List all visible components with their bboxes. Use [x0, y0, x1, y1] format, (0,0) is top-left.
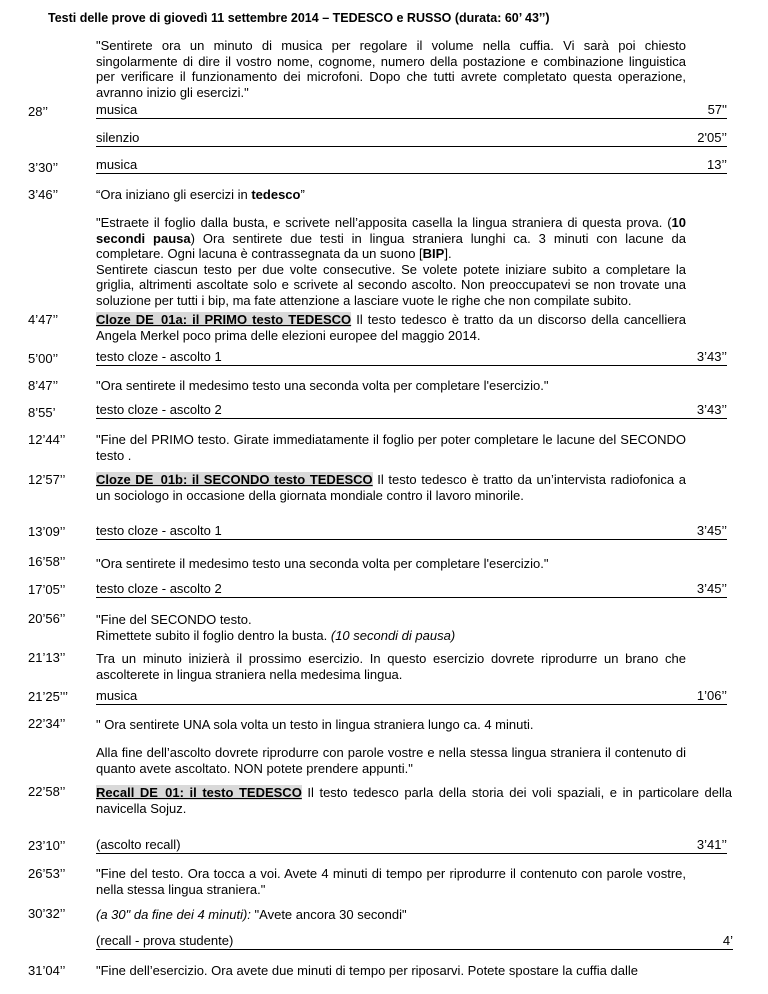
timestamp: 22’34’’: [28, 716, 66, 731]
exercise-title: Recall DE_01: il testo TEDESCO: [96, 785, 302, 800]
pause-note: 10 secondi pausa: [96, 215, 686, 246]
instruction-text: "Fine del PRIMO testo. Girate immediatamente il foglio per poter completare le lacune del SECONDO testo .: [96, 432, 686, 463]
instruction-text: [96, 215, 686, 309]
duration-row: [96, 403, 727, 419]
timestamp: 17’05’’: [28, 582, 66, 597]
language-name: tedesco: [251, 187, 301, 202]
text-part: "Avete ancora 30 secondi": [250, 907, 407, 922]
duration-row: [96, 934, 733, 950]
page-title: Testi delle prove di giovedì 11 settembre 2014 – TEDESCO e RUSSO (durata: 60’ 43’’): [48, 11, 550, 25]
bip-marker: BIP: [422, 246, 445, 262]
segment-duration: 4’: [722, 933, 733, 948]
timing-note: (a 30" da fine dei 4 minuti):: [96, 907, 251, 922]
timestamp: 23’10’’: [28, 838, 66, 853]
segment-label: testo cloze - ascolto 2: [96, 581, 222, 596]
text-part: Rimettete subito il foglio dentro la busta.: [96, 627, 331, 643]
pause-note: (10 secondi di pausa): [330, 627, 456, 643]
instruction-text: [96, 907, 686, 923]
segment-label: testo cloze - ascolto 2: [96, 402, 222, 417]
segment-label: testo cloze - ascolto 1: [96, 523, 222, 538]
text-part: "Estraete il foglio dalla busta, e scrivete nell’apposita casella la lingua straniera di questa prova. (: [96, 215, 672, 230]
instruction-text: " Ora sentirete UNA sola volta un testo in lingua straniera lungo ca. 4 minuti.: [96, 717, 534, 732]
segment-label: musica: [96, 157, 138, 172]
timestamp: 30’32’’: [28, 906, 66, 921]
timestamp: 5’00’’: [28, 351, 59, 366]
instruction-text: Tra un minuto inizierà il prossimo esercizio. In questo esercizio dovrete riprodurre un brano che ascolterete in lingua straniera nella medesima lingua.: [96, 651, 686, 682]
timestamp: 4’47’’: [28, 312, 59, 327]
timestamp: 16’58’’: [28, 554, 66, 569]
exercise-title: Cloze DE_01a: il PRIMO testo TEDESCO: [96, 312, 352, 327]
exercise-description: Il testo tedesco parla della storia dei voli spaziali, e in particolare della navicella Sojuz.: [96, 785, 732, 816]
segment-duration: 2'05’’: [697, 130, 727, 145]
segment-label: testo cloze - ascolto 1: [96, 349, 222, 364]
duration-row: [96, 689, 727, 705]
timestamp: 12’57’’: [28, 472, 66, 487]
timestamp: 28’’: [28, 104, 49, 119]
segment-duration: 3’45’’: [696, 581, 727, 596]
exercise-heading: [96, 472, 686, 503]
exercise-heading: [96, 312, 686, 343]
text-part: ].: [444, 246, 452, 262]
timestamp: 26’53’’: [28, 866, 66, 881]
text-part: "Fine del SECONDO testo.: [96, 612, 252, 627]
timestamp: 22’58’’: [28, 784, 66, 799]
duration-row: [96, 582, 727, 598]
segment-duration: 13’’: [706, 157, 727, 172]
instruction-text: "Fine del testo. Ora tocca a voi. Avete 4 minuti di tempo per riprodurre il contenuto con parole vostre, nella stessa lingua straniera.": [96, 866, 686, 897]
segment-duration: 3’41’’: [696, 837, 727, 852]
segment-label: (ascolto recall): [96, 837, 181, 852]
segment-duration: 3’45’’: [696, 523, 727, 538]
intro-text: "Sentirete ora un minuto di musica per regolare il volume nella cuffia. Vi sarà poi chiesto singolarmente di dire il vostro nome, cognome, numero della postazione e combinazione linguistica per verificare il funzionamento dei microfoni. Dopo che tutti avrete completato questa operazione, avranno inizio gli esercizi.": [96, 38, 686, 100]
timestamp: 20’56’’: [28, 611, 66, 626]
segment-duration: 3’43’’: [696, 349, 727, 364]
timestamp: 8’47’’: [28, 378, 59, 393]
segment-duration: 1’06’’: [696, 688, 727, 703]
segment-label: (recall - prova studente): [96, 933, 234, 948]
exercise-heading: [96, 785, 732, 816]
segment-label: silenzio: [96, 130, 140, 145]
timestamp: 8’55’: [28, 405, 56, 420]
segment-label: musica: [96, 688, 138, 703]
duration-row: [96, 131, 727, 147]
segment-duration: 3’43’’: [696, 402, 727, 417]
instruction-text: [96, 187, 686, 203]
timestamp: 13’09’’: [28, 524, 66, 539]
timestamp: 21’13’’: [28, 650, 66, 665]
duration-row: [96, 103, 727, 119]
duration-row: [96, 158, 727, 174]
duration-row: [96, 524, 727, 540]
instruction-text: "Ora sentirete il medesimo testo una seconda volta per completare l'esercizio.": [96, 556, 549, 571]
text-part: Sentirete ciascun testo per due volte consecutive. Se volete potete iniziare subito a completare la griglia, altrimenti ascoltate solo e scrivete al secondo ascolto. Non preoccupatevi se non trovate una soluzione per tutti i bip, ma fate attenzione a lasciare vuote le righe che non compilate subito.: [96, 261, 686, 308]
timestamp: 3’46’’: [28, 187, 59, 202]
duration-row: [96, 838, 727, 854]
timestamp: 12’44’’: [28, 432, 66, 447]
duration-row: [96, 350, 727, 366]
instruction-text: Alla fine dell’ascolto dovrete riprodurre con parole vostre e nella stessa lingua straniera il contenuto di quanto avete ascoltato. NON potete prendere appunti.": [96, 745, 686, 776]
timestamp: 3’30’’: [28, 160, 59, 175]
text-part: ”: [300, 187, 305, 202]
timestamp: 31’04’’: [28, 963, 66, 978]
instruction-text: [96, 612, 686, 643]
timestamp: 21’25’'’: [28, 689, 69, 704]
exercise-description: Il testo tedesco è tratto da un’intervista radiofonica a un sociologo in occasione della giornata mondiale contro il lavoro minorile.: [96, 472, 687, 503]
exercise-title: Cloze DE_01b: il SECONDO testo TEDESCO: [96, 472, 373, 487]
segment-duration: 57'': [707, 102, 727, 117]
instruction-text: "Ora sentirete il medesimo testo una seconda volta per completare l'esercizio.": [96, 378, 549, 393]
text-part: ) Ora sentirete due testi in lingua straniera lunghi ca. 3 minuti con lacune da completare. Ogni lacuna è contrassegnata da un suono [: [96, 230, 686, 262]
text-part: “Ora iniziano gli esercizi in: [96, 187, 252, 202]
segment-label: musica: [96, 102, 138, 117]
exercise-description: Il testo tedesco è tratto da un discorso della cancelliera Angela Merkel poco prima delle elezioni europee del maggio 2014.: [96, 312, 686, 343]
instruction-text: "Fine dell’esercizio. Ora avete due minuti di tempo per riposarvi. Potete spostare la cuffia dalle: [96, 963, 638, 978]
